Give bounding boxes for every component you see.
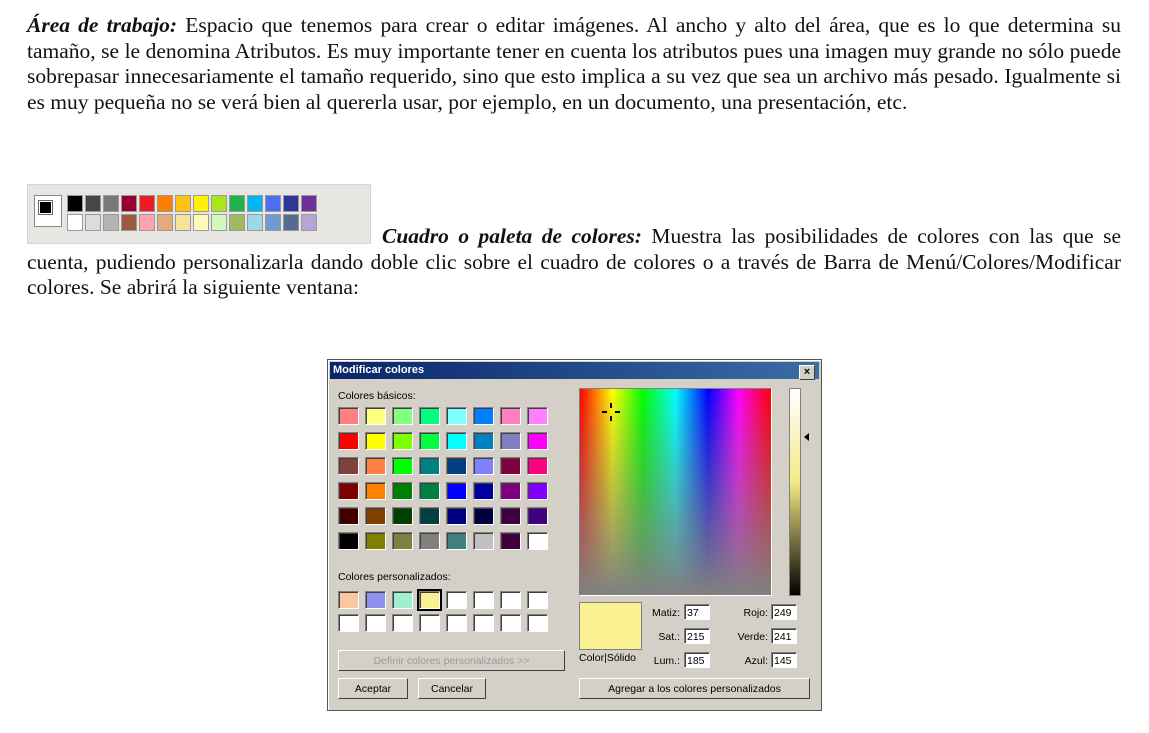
basic-color-swatch[interactable] <box>500 507 521 525</box>
basic-color-swatch[interactable] <box>365 482 386 500</box>
basic-color-swatch[interactable] <box>527 482 548 500</box>
basic-color-swatch[interactable] <box>392 457 413 475</box>
basic-color-swatch[interactable] <box>338 507 359 525</box>
lum-label: Lum.: <box>653 655 680 667</box>
paragraph-work-area <box>27 13 1121 115</box>
red-label: Rojo: <box>743 607 768 619</box>
custom-color-swatch[interactable] <box>419 614 440 632</box>
custom-colors-label: Colores personalizados: <box>338 571 451 583</box>
basic-color-swatch[interactable] <box>500 532 521 550</box>
basic-color-swatch[interactable] <box>473 457 494 475</box>
custom-color-swatch[interactable] <box>392 591 413 609</box>
custom-color-swatch[interactable] <box>500 591 521 609</box>
green-label: Verde: <box>737 631 768 643</box>
basic-color-swatch[interactable] <box>473 407 494 425</box>
palette-swatch[interactable] <box>103 195 119 212</box>
basic-color-swatch[interactable] <box>338 532 359 550</box>
basic-color-swatch[interactable] <box>446 457 467 475</box>
custom-color-swatch[interactable] <box>392 614 413 632</box>
basic-color-swatch[interactable] <box>338 457 359 475</box>
color-preview <box>579 602 642 650</box>
custom-color-swatch[interactable] <box>365 614 386 632</box>
basic-color-swatch[interactable] <box>365 532 386 550</box>
basic-colors-label: Colores básicos: <box>338 390 416 402</box>
green-input[interactable]: 241 <box>771 628 797 644</box>
edit-colors-dialog <box>327 359 822 711</box>
palette-swatch[interactable] <box>301 195 317 212</box>
cancel-button[interactable]: Cancelar <box>418 678 486 699</box>
basic-color-swatch[interactable] <box>365 432 386 450</box>
basic-color-swatch[interactable] <box>419 482 440 500</box>
blue-input[interactable]: 145 <box>771 652 797 668</box>
red-input[interactable]: 249 <box>771 604 797 620</box>
basic-color-swatch[interactable] <box>473 507 494 525</box>
hue-label: Matiz: <box>651 607 680 619</box>
sat-label: Sat.: <box>658 631 680 643</box>
basic-color-swatch[interactable] <box>419 457 440 475</box>
add-to-custom-colors-button[interactable]: Agregar a los colores personalizados <box>579 678 810 699</box>
custom-color-swatch[interactable] <box>365 591 386 609</box>
basic-color-swatch[interactable] <box>365 507 386 525</box>
basic-color-swatch[interactable] <box>419 407 440 425</box>
color-palette-heading: Cuadro o paleta de colores: <box>382 224 642 248</box>
dialog-title: Modificar colores <box>333 364 425 376</box>
palette-swatch[interactable] <box>175 195 191 212</box>
basic-color-swatch[interactable] <box>392 532 413 550</box>
palette-swatch[interactable] <box>211 195 227 212</box>
dialog-title-bar[interactable] <box>330 362 819 379</box>
basic-color-swatch[interactable] <box>500 432 521 450</box>
palette-swatch[interactable] <box>121 195 137 212</box>
blue-label: Azul: <box>744 655 768 667</box>
basic-color-swatch[interactable] <box>446 432 467 450</box>
custom-color-swatch[interactable] <box>527 614 548 632</box>
lum-input[interactable]: 185 <box>684 652 710 668</box>
basic-color-swatch[interactable] <box>446 532 467 550</box>
basic-color-swatch[interactable] <box>527 507 548 525</box>
hue-input[interactable]: 37 <box>684 604 710 620</box>
basic-color-swatch[interactable] <box>419 507 440 525</box>
close-icon[interactable]: × <box>799 365 815 380</box>
palette-swatch[interactable] <box>85 195 101 212</box>
custom-colors-grid <box>338 591 554 637</box>
crosshair-icon <box>602 403 620 421</box>
basic-color-swatch[interactable] <box>392 407 413 425</box>
define-custom-colors-button[interactable]: Definir colores personalizados >> <box>338 650 565 671</box>
basic-color-swatch[interactable] <box>419 532 440 550</box>
color-solid-label: Color|Sólido <box>579 652 637 664</box>
custom-color-swatch[interactable] <box>338 591 359 609</box>
color-palette-text: Muestra las posibilidades de colores con las que se cuenta, pudiendo personalizarla dando doble clic sobre el cuadro de colores o a través de Barra de Menú/Colores/Modificar colores. Se abrirá la siguiente ventana: <box>27 224 1121 299</box>
sat-input[interactable]: 215 <box>684 628 710 644</box>
custom-color-swatch[interactable] <box>527 591 548 609</box>
basic-color-swatch[interactable] <box>365 407 386 425</box>
basic-color-swatch[interactable] <box>392 432 413 450</box>
custom-color-swatch[interactable] <box>419 591 440 609</box>
basic-color-swatch[interactable] <box>527 407 548 425</box>
palette-swatch[interactable] <box>67 195 83 212</box>
paragraph-color-palette <box>27 224 1121 301</box>
basic-color-swatch[interactable] <box>446 482 467 500</box>
basic-color-swatch[interactable] <box>392 482 413 500</box>
basic-color-swatch[interactable] <box>473 532 494 550</box>
basic-colors-grid <box>338 407 554 557</box>
basic-color-swatch[interactable] <box>365 457 386 475</box>
palette-swatch[interactable] <box>265 195 281 212</box>
basic-color-swatch[interactable] <box>338 432 359 450</box>
basic-color-swatch[interactable] <box>527 432 548 450</box>
ok-button[interactable]: Aceptar <box>338 678 408 699</box>
color-spectrum[interactable] <box>579 388 772 596</box>
palette-swatch[interactable] <box>139 195 155 212</box>
basic-color-swatch[interactable] <box>473 482 494 500</box>
palette-swatch[interactable] <box>283 195 299 212</box>
work-area-heading: Área de trabajo: <box>27 13 178 37</box>
palette-swatch[interactable] <box>247 195 263 212</box>
palette-swatch[interactable] <box>157 195 173 212</box>
basic-color-swatch[interactable] <box>527 532 548 550</box>
basic-color-swatch[interactable] <box>446 507 467 525</box>
basic-color-swatch[interactable] <box>473 432 494 450</box>
basic-color-swatch[interactable] <box>527 457 548 475</box>
palette-swatch[interactable] <box>229 195 245 212</box>
basic-color-swatch[interactable] <box>500 457 521 475</box>
custom-color-swatch[interactable] <box>473 591 494 609</box>
luminosity-arrow-icon[interactable] <box>804 433 809 441</box>
current-colors-indicator[interactable] <box>34 195 62 227</box>
palette-swatch[interactable] <box>193 195 209 212</box>
basic-color-swatch[interactable] <box>500 407 521 425</box>
luminosity-slider[interactable] <box>789 388 801 596</box>
work-area-text: Espacio que tenemos para crear o editar imágenes. Al ancho y alto del área, que es lo que determina su tamaño, se le denomina Atributos. Es muy importante tener en cuenta los atributos pues una imagen muy grande no sólo puede sobrepasar innecesariamente el tamaño requerido, sino que esto implica a su vez que sea un archivo más pesado. Igualmente si es muy pequeña no se verá bien al quererla usar, por ejemplo, en un documento, una presentación, etc. <box>27 13 1121 114</box>
custom-color-swatch[interactable] <box>446 614 467 632</box>
basic-color-swatch[interactable] <box>500 482 521 500</box>
custom-color-swatch[interactable] <box>338 614 359 632</box>
foreground-color <box>39 201 52 214</box>
basic-color-swatch[interactable] <box>446 407 467 425</box>
basic-color-swatch[interactable] <box>419 432 440 450</box>
basic-color-swatch[interactable] <box>338 482 359 500</box>
basic-color-swatch[interactable] <box>392 507 413 525</box>
custom-color-swatch[interactable] <box>446 591 467 609</box>
custom-color-swatch[interactable] <box>473 614 494 632</box>
custom-color-swatch[interactable] <box>500 614 521 632</box>
basic-color-swatch[interactable] <box>338 407 359 425</box>
